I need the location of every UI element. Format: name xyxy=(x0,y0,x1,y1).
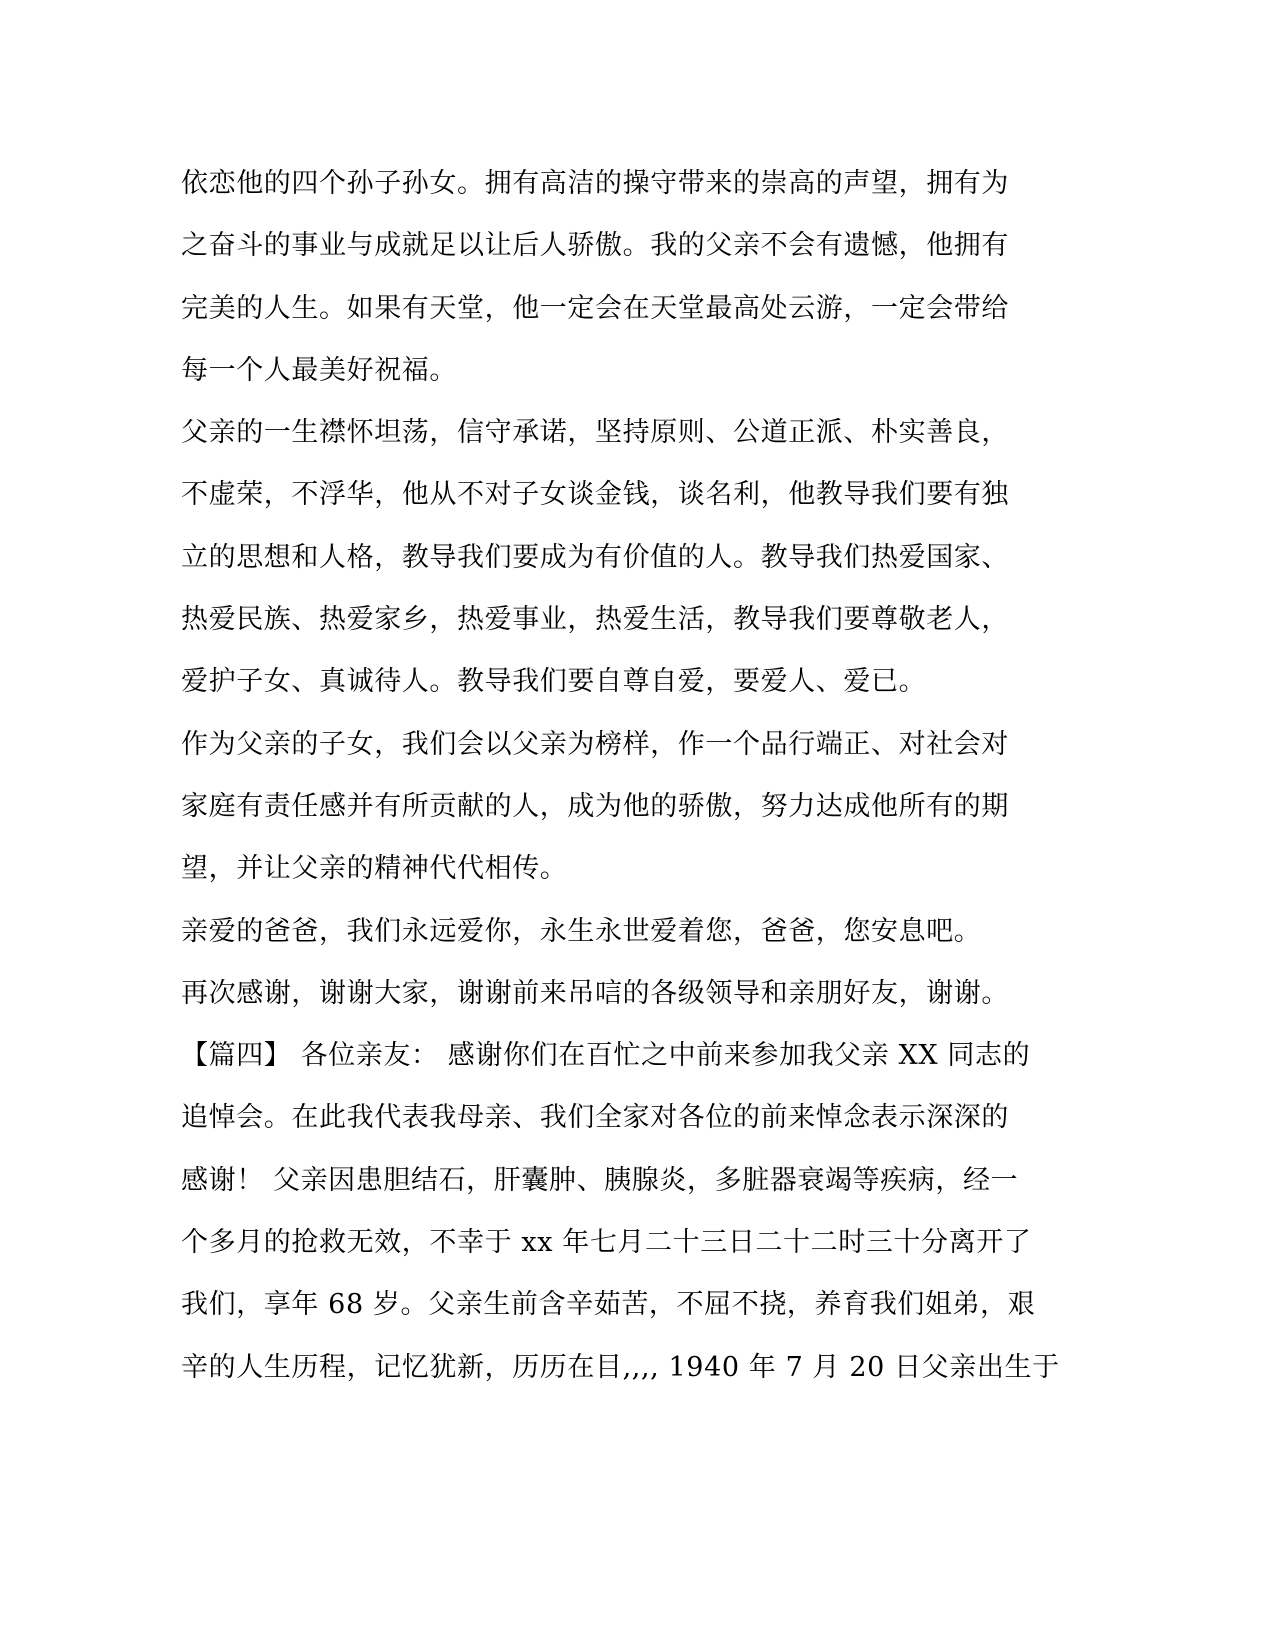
text-line: 热爱民族、热爱家乡，热爱事业，热爱生活，教导我们要尊敬老人， xyxy=(181,604,1009,636)
text-line: 感谢！ 父亲因患胆结石，肝囊肿、胰腺炎，多脏器衰竭等疾病，经一 xyxy=(181,1164,1019,1196)
text-line: 作为父亲的子女，我们会以父亲为榜样，作一个品行端正、对社会对 xyxy=(181,728,1009,760)
text-line: 立的思想和人格，教导我们要成为有价值的人。教导我们热爱国家、 xyxy=(181,541,1009,573)
text-line: 【篇四】 各位亲友： 感谢你们在百忙之中前来参加我父亲 XX 同志的 xyxy=(181,1040,1031,1072)
body-text xyxy=(181,161,1060,1407)
text-line: 爱护子女、真诚待人。教导我们要自尊自爱，要爱人、爱已。 xyxy=(181,666,927,698)
text-line: 辛的人生历程，记忆犹新，历历在目,,,, 1940 年 7 月 20 日父亲出生于 xyxy=(181,1351,1060,1383)
text-line: 我们，享年 68 岁。父亲生前含辛茹苦，不屈不挠，养育我们姐弟，艰 xyxy=(181,1289,1036,1321)
text-line: 望，并让父亲的精神代代相传。 xyxy=(181,853,568,885)
text-line: 完美的人生。如果有天堂，他一定会在天堂最高处云游，一定会带给 xyxy=(181,292,1009,324)
text-line: 依恋他的四个孙子孙女。拥有高洁的操守带来的崇高的声望，拥有为 xyxy=(181,168,1009,199)
text-line: 亲爱的爸爸，我们永远爱你，永生永世爱着您，爸爸，您安息吧。 xyxy=(181,915,982,947)
text-line: 追悼会。在此我代表我母亲、我们全家对各位的前来悼念表示深深的 xyxy=(181,1102,1009,1134)
text-line: 每一个人最美好祝福。 xyxy=(181,354,457,386)
text-line: 个多月的抢救无效，不幸于 xx 年七月二十三日二十二时三十分离开了 xyxy=(181,1227,1032,1259)
text-line: 之奋斗的事业与成就足以让后人骄傲。我的父亲不会有遗憾，他拥有 xyxy=(181,230,1009,262)
text-line: 父亲的一生襟怀坦荡，信守承诺，坚持原则、公道正派、朴实善良， xyxy=(181,417,1009,449)
text-line: 不虚荣，不浮华，他从不对子女谈金钱，谈名利，他教导我们要有独 xyxy=(181,479,1009,511)
text-line: 再次感谢，谢谢大家，谢谢前来吊唁的各级领导和亲朋好友，谢谢。 xyxy=(181,977,1009,1009)
text-line: 家庭有责任感并有所贡献的人，成为他的骄傲，努力达成他所有的期 xyxy=(181,790,1009,822)
